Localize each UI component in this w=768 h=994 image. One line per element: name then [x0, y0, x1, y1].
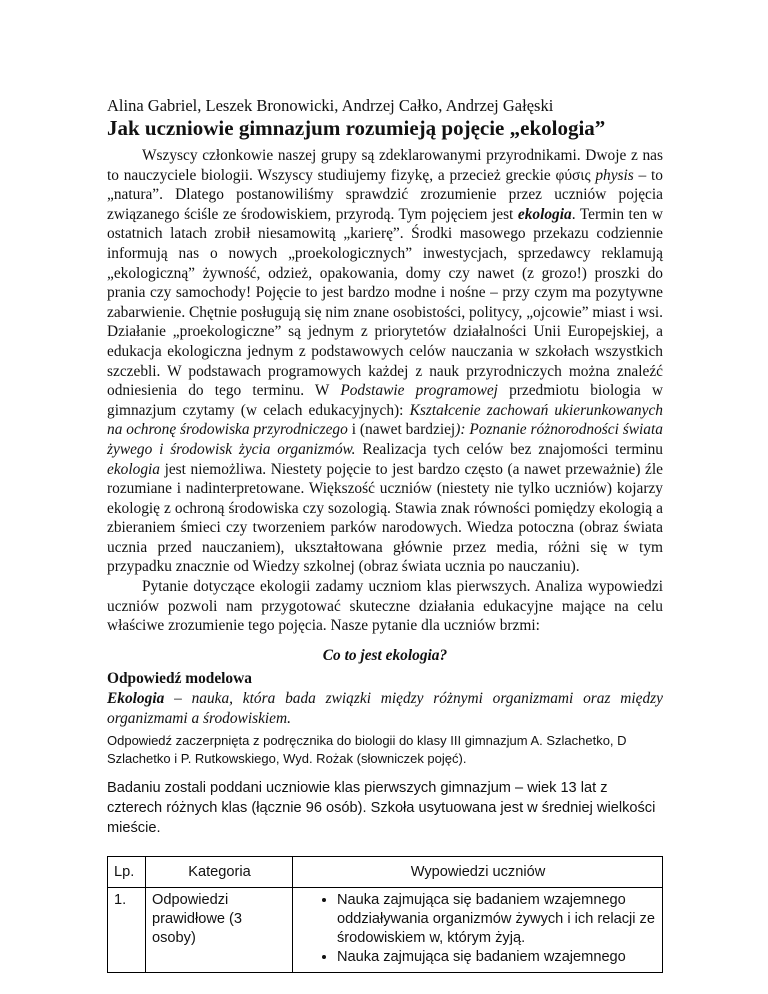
column-header-lp: Lp.	[108, 857, 146, 888]
table-row	[108, 888, 663, 973]
column-header-category: Kategoria	[146, 857, 293, 888]
intro-paragraph-2: Pytanie dotyczące ekologii zadamy uczniom klas pierwszych. Analiza wypowiedzi uczniów pozwoli nam przygotować skuteczne działania edukacyjne mające na celu właściwe zrozumienie tego pojęcia. Nasze pytanie dla uczniów brzmi:	[107, 578, 663, 635]
intro-paragraph-1: Wszyscy członkowie naszej grupy są zdeklarowanymi przyrodnikami. Dwoje z nas to nauczyciele biologii. Wszyscy studiujemy fizykę, a przecież greckie φύσις physis – to „natura”. Dlatego postanowiliśmy sprawdzić zrozumienie przez uczniów pojęcia związanego ściśle ze środowiskiem, przyrodą. Tym pojęciem jest ekologia. Termin ten w ostatnich latach zrobił niesamowitą „karierę”. Środki masowego przekazu codziennie informują nas o nowych „proekologicznych” inwestycjach, sprzedawcy reklamują „ekologiczną” żywność, odzież, opakowania, domy czy nawet (z grozo!) proszki do prania czy samochody! Pojęcie to jest bardzo modne i nośne – przy czym ma pozytywne zabarwienie. Chętnie posługują się nim znane osobistości, politycy, „ojcowie” miast i wsi. Działanie „proekologiczne” są jednym z priorytetów działalności Unii Europejskiej, a edukacja ekologiczna jednym z podstawowych celów nauczania w szkołach wszystkich szczebli. W podstawach programowych każdej z nauk przyrodniczych można znaleźć odniesienia do tego terminu. W Podstawie programowej przedmiotu biologia w gimnazjum czytamy (w celach edukacyjnych): Kształcenie zachowań ukierunkowanych na ochronę środowiska przyrodniczego i (nawet bardziej): Poznanie różnorodności świata żywego i środowisk życia organizmów. Realizacja tych celów bez znajomości terminu ekologia jest niemożliwa. Niestety pojęcie to jest bardzo często (a nawet przeważnie) źle rozumiane i nadinterpretowane. Większość uczniów (niestety nie tylko uczniów) kojarzy ekologię z ochroną środowiska czy sozologią. Stawia znak równości pomiędzy ekologią a zbieraniem śmieci czy tworzeniem parków narodowych. Wiedza potoczna (obraz świata ucznia przed nauczaniem), ukształtowana głównie przez media, różni się w tym przypadku znacznie od Wiedzy szkolnej (obraz świata ucznia po nauczaniu).	[107, 147, 664, 576]
document-page	[107, 96, 663, 973]
list-item: • Nauka zajmująca się badaniem wzajemnego	[337, 948, 657, 967]
list-item: • Nauka zajmująca się badaniem wzajemnego oddziaływania organizmów żywych i ich relacji ze środowiskiem w, którym żyją.	[337, 891, 657, 948]
row-category: Odpowiedzi prawidłowe (3 osoby)	[146, 888, 293, 973]
row-answers	[293, 888, 663, 973]
authors: Alina Gabriel, Leszek Bronowicki, Andrzej Całko, Andrzej Gałęski	[107, 96, 554, 115]
column-header-answers: Wypowiedzi uczniów	[293, 857, 663, 888]
row-number: 1.	[108, 888, 146, 973]
model-answer-source: Odpowiedź zaczerpnięta z podręcznika do biologii do klasy III gimnazjum A. Szlachetko, D Szlachetko i P. Rutkowskiego, Wyd. Rożak (słowniczek pojęć).	[107, 733, 627, 767]
model-answer-heading: Odpowiedź modelowa	[107, 670, 252, 688]
answers-table	[107, 856, 663, 973]
research-question: Co to jest ekologia?	[322, 646, 448, 664]
study-description: Badaniu zostali poddani uczniowie klas pierwszych gimnazjum – wiek 13 lat z czterech różnych klas (łącznie 96 osób). Szkoła usytuowana jest w średniej wielkości mieście.	[107, 780, 656, 837]
article-title: Jak uczniowie gimnazjum rozumieją pojęcie „ekologia”	[107, 116, 606, 140]
model-answer-definition: Ekologia – nauka, która bada związki między różnymi organizmami oraz między organizmami a środowiskiem.	[107, 690, 663, 727]
table-header-row	[108, 857, 663, 888]
